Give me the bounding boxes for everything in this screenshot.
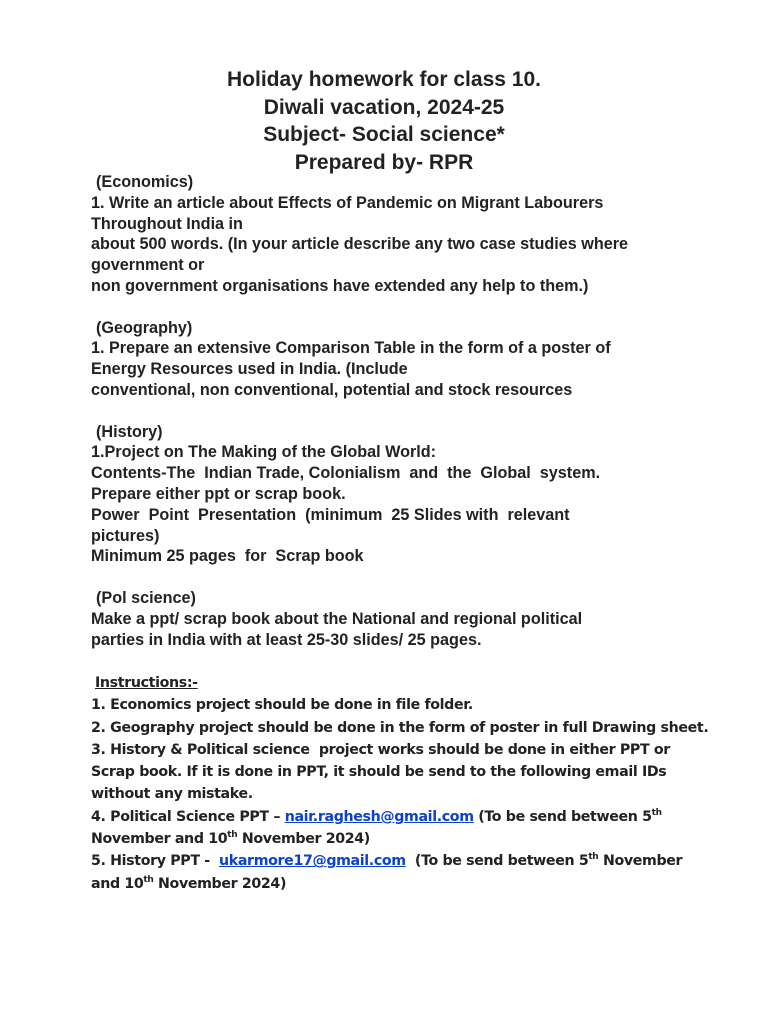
history-line: pictures) [91, 526, 160, 545]
economics-line: non government organisations have extended any help to them.) [91, 276, 589, 295]
political-science-email-link[interactable]: nair.raghesh@gmail.com [284, 808, 474, 825]
document-title [0, 66, 768, 176]
history-email-link[interactable]: ukarmore17@gmail.com [218, 853, 406, 870]
instructions-section [91, 672, 731, 895]
history-line: 1.Project on The Making of the Global World: [91, 443, 437, 462]
instruction-item-4-line-1 [91, 806, 731, 828]
economics-line: 1. Write an article about Effects of Pandemic on Migrant Labourers [91, 193, 604, 212]
item-5-sup: th [588, 852, 599, 863]
instruction-item-3-line-2: Scrap book. If it is done in PPT, it should be send to the following email IDs [91, 764, 667, 781]
history-line: Contents-The Indian Trade, Colonialism and the Global system. [91, 464, 601, 483]
item-5-sup: th [143, 874, 154, 885]
history-line: Minimum 25 pages for Scrap book [91, 547, 364, 566]
geography-line: 1. Prepare an extensive Comparison Table in the form of a poster of [91, 339, 611, 358]
pol-science-line: parties in India with at least 25-30 slides/ 25 pages. [91, 630, 482, 649]
title-line-4: Prepared by- RPR [294, 150, 474, 174]
title-line-1: Holiday homework for class 10. [227, 68, 541, 91]
item-5-prefix: 5. History PPT - [91, 853, 219, 870]
item-5-text: and 10 [91, 875, 144, 892]
instruction-item-1: 1. Economics project should be done in file folder. [91, 697, 473, 714]
item-4-sup: th [651, 807, 662, 818]
instruction-item-5-line-2 [91, 873, 731, 895]
item-4-prefix: 4. Political Science PPT – [91, 808, 285, 825]
history-heading: (History) [96, 422, 163, 441]
geography-section [91, 318, 731, 401]
assignments [91, 172, 731, 650]
economics-heading: (Economics) [96, 173, 194, 191]
geography-heading: (Geography) [96, 318, 193, 337]
title-line-2: Diwali vacation, 2024-25 [263, 95, 505, 119]
instruction-item-3-line-3: without any mistake. [91, 786, 253, 803]
economics-section [91, 172, 731, 297]
pol-science-line: Make a ppt/ scrap book about the National and regional political [91, 609, 583, 628]
economics-line: about 500 words. (In your article describe any two case studies where [91, 235, 629, 254]
instruction-item-4-line-2 [91, 828, 731, 850]
history-line: Power Point Presentation (minimum 25 Slides with relevant [91, 505, 570, 524]
item-4-text: November and 10 [91, 831, 228, 848]
item-5-text: November [598, 853, 683, 870]
instructions-heading: Instructions:- [95, 675, 198, 691]
item-4-text: (To be send between 5 [473, 808, 652, 825]
history-line: Prepare either ppt or scrap book. [91, 484, 346, 503]
instruction-item-3-line-1: 3. History & Political science project works should be done in either PPT or [91, 741, 670, 758]
geography-line: conventional, non conventional, potential and stock resources [91, 380, 573, 399]
pol-science-heading: (Pol science) [96, 588, 196, 607]
title-line-3: Subject- Social science* [263, 123, 505, 146]
economics-line: government or [91, 256, 205, 275]
economics-line: Throughout India in [91, 214, 243, 233]
item-5-text: (To be send between 5 [405, 853, 589, 870]
item-4-sup: th [227, 830, 238, 841]
geography-line: Energy Resources used in India. (Include [91, 360, 408, 379]
pol-science-section [91, 588, 731, 650]
item-4-text: November 2024) [237, 831, 370, 848]
instruction-item-5-line-1 [91, 850, 731, 872]
item-5-text: November 2024) [153, 875, 287, 892]
history-section [91, 422, 731, 568]
instruction-item-2: 2. Geography project should be done in the form of poster in full Drawing sheet. [91, 719, 709, 736]
